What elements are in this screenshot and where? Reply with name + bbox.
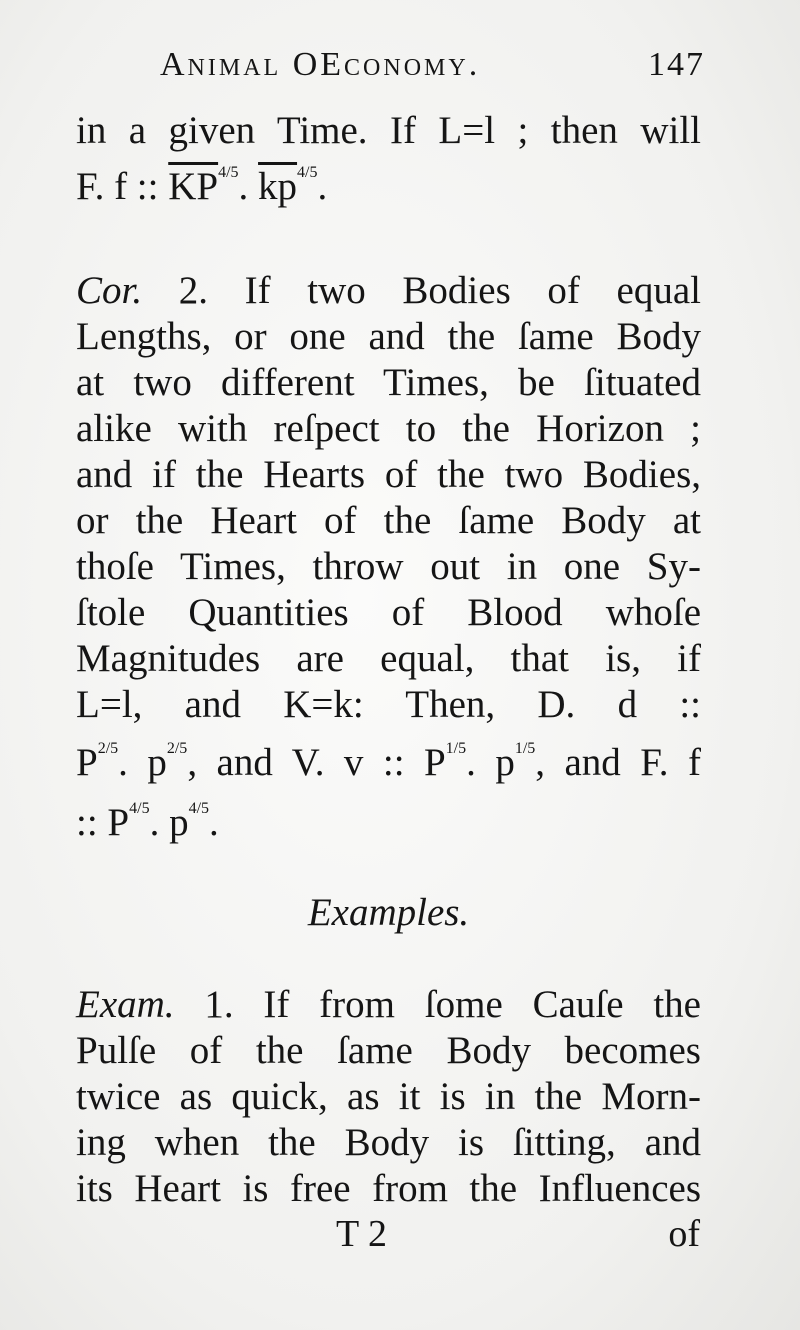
formula-line: F. f :: $\overline{KP}^{4/5}$. $\overline{kp}^{4/5}$.	[76, 164, 328, 208]
text-line: Exam. 1. If from ſome Cauſe the	[76, 983, 701, 1026]
text-line: alike with reſpect to the Horizon ;	[76, 407, 701, 450]
text-line: Lengths, or one and the ſame Body	[76, 315, 701, 358]
text-line: thoſe Times, throw out in one Sy-	[76, 545, 701, 588]
text-line: ſtole Quantities of Blood whoſe	[76, 591, 701, 634]
text-line: at two different Times, be ſituated	[76, 361, 701, 404]
running-header	[160, 46, 705, 84]
italic-label: Cor.	[76, 269, 143, 312]
signature-mark: T 2	[336, 1213, 388, 1255]
formula-line: :: $P^{4/5}$. $p^{4/5}$.	[76, 800, 219, 844]
text-line: Magnitudes are equal, that is, if	[76, 637, 701, 680]
text-line: or the Heart of the ſame Body at	[76, 499, 701, 542]
page-number: 147	[648, 46, 705, 83]
text-line: its Heart is free from the Influences	[76, 1167, 701, 1210]
text-line: Cor. 2. If two Bodies of equal	[76, 269, 701, 312]
text-line: Pulſe of the ſame Body becomes	[76, 1029, 701, 1072]
running-title: Animal OEconomy.	[160, 46, 481, 83]
formula-line: $P^{2/5}$. $p^{2/5}$, and V. v :: $P^{1/5}$. $p^{1/5}$, and F. f	[76, 740, 701, 784]
text-line: ing when the Body is ſitting, and	[76, 1121, 701, 1164]
text-line: L=l, and K=k: Then, D. d ::	[76, 683, 701, 726]
text-line: in a given Time. If L=l ; then will	[76, 109, 701, 152]
catchword: of	[668, 1213, 700, 1255]
text-line: twice as quick, as it is in the Morn-	[76, 1075, 701, 1118]
italic-label: Exam.	[76, 983, 175, 1026]
text-line: and if the Hearts of the two Bodies,	[76, 453, 701, 496]
section-heading: Examples.	[307, 891, 470, 934]
